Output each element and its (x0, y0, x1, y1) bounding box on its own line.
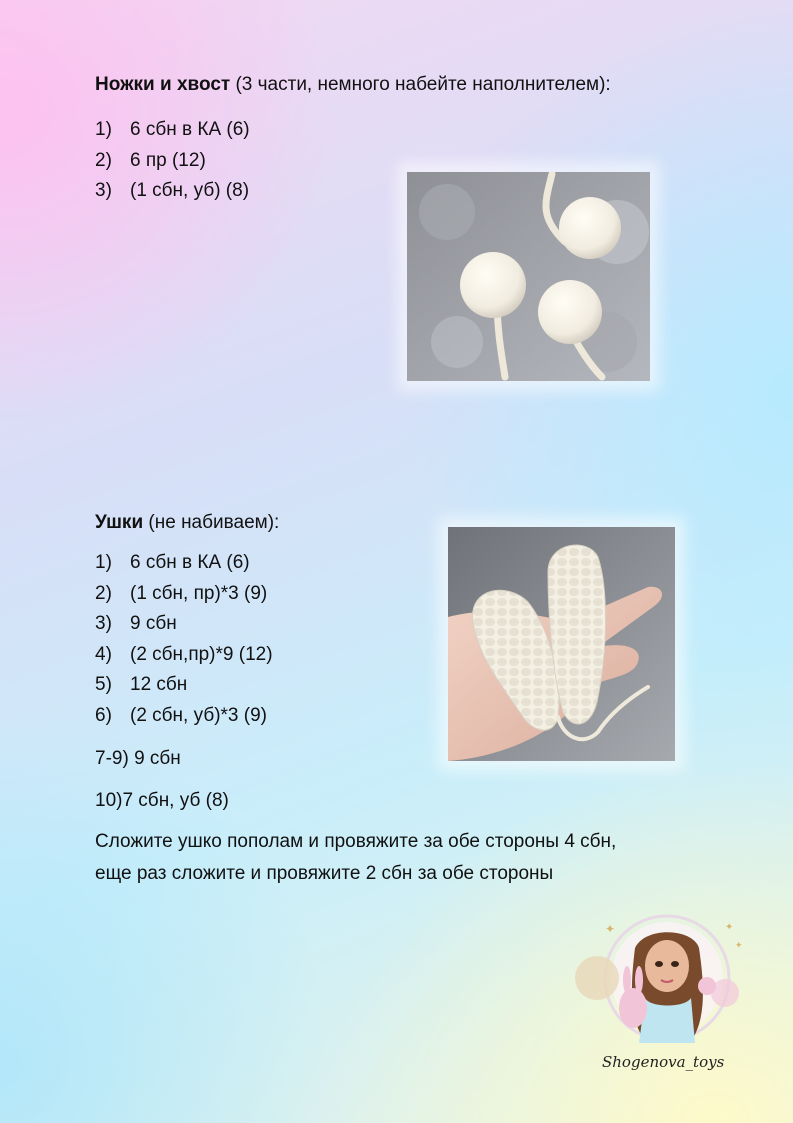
legs-tail-title: Ножки и хвост (95, 74, 231, 95)
ears-heading (95, 512, 279, 534)
list-item: 6) (2 сбн, уб)*3 (9) (95, 704, 267, 726)
step-10: 10)7 сбн, уб (8) (95, 790, 229, 811)
instructions-paragraph (95, 826, 735, 890)
svg-text:✦: ✦ (735, 941, 743, 951)
list-item: 2) 6 пр (12) (95, 149, 206, 171)
brand-signature: Shogenova_toys (602, 1053, 725, 1071)
crochet-ears-photo (448, 527, 675, 761)
svg-text:✦: ✦ (725, 922, 734, 933)
list-item: 3) 9 сбн (95, 613, 177, 634)
legs-tail-steps (95, 115, 250, 207)
list-item: 2) (1 сбн, пр)*3 (9) (95, 582, 268, 604)
list-item: 3) (1 сбн, уб) (8) (95, 180, 250, 201)
ears-steps (95, 548, 273, 731)
legs-tail-heading (95, 74, 611, 96)
ears-subtitle: (не набиваем): (143, 512, 280, 533)
list-item: 4) (2 сбн,пр)*9 (12) (95, 643, 273, 665)
legs-tail-subtitle: (3 части, немного набейте наполнителем): (230, 74, 611, 95)
list-item: 1) 6 сбн в КА (6) (95, 119, 250, 140)
ears-title: Ушки (95, 512, 144, 533)
step-7-9: 7-9) 9 сбн (95, 748, 181, 769)
paragraph-line-1: Сложите ушко пополам и провяжите за обе стороны 4 сбн, (95, 831, 617, 852)
svg-text:✦: ✦ (605, 922, 616, 936)
list-item: 1) 6 сбн в КА (6) (95, 552, 250, 573)
list-item: 5) 12 сбн (95, 674, 188, 695)
brand-logo (575, 908, 755, 1058)
paragraph-line-2: еще раз сложите и провяжите 2 сбн за обе стороны (95, 863, 554, 884)
crochet-balls-photo (407, 172, 650, 381)
